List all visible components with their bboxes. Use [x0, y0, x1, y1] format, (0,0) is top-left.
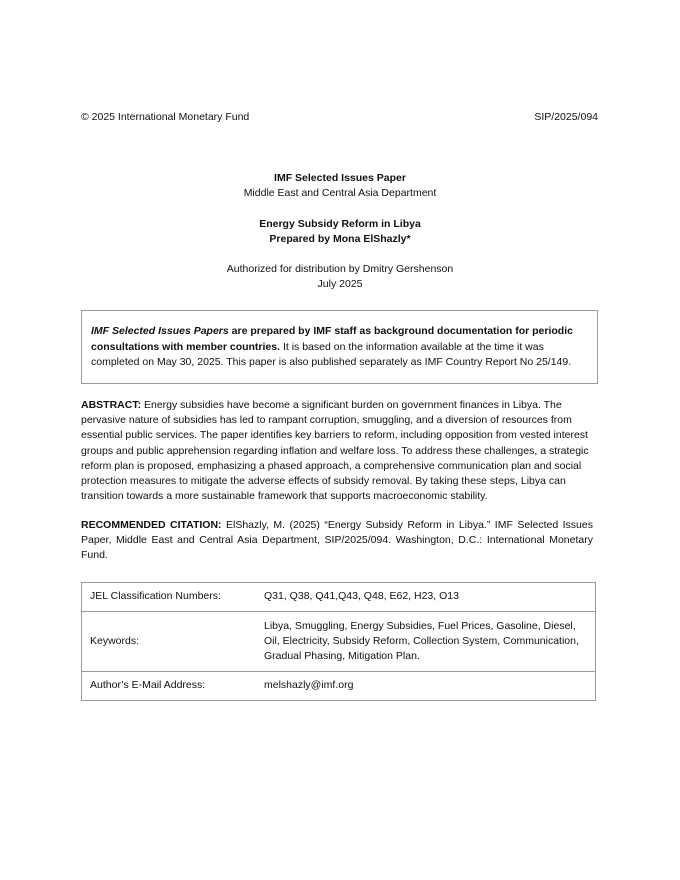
publication-date: July 2025: [317, 278, 363, 290]
table-key: Keywords:: [82, 612, 265, 672]
disclaimer-bold: are prepared by IMF staff as background documentation for periodic consultations with member countries.: [91, 325, 573, 353]
citation-text: ElShazly, M. (2025) “Energy Subsidy Reform in Libya.” IMF Selected Issues Paper, Middle East and Central Asia Department, SIP/2025/094. Washington, D.C.: International Monetary Fund.: [81, 519, 593, 562]
table-row: [82, 612, 596, 672]
authorized-by: Authorized for distribution by Dmitry Gershenson: [226, 263, 454, 275]
disclaimer-lead: IMF Selected Issues Papers: [91, 325, 229, 337]
classification-table: [81, 582, 596, 701]
table-value: Libya, Smuggling, Energy Subsidies, Fuel Prices, Gasoline, Diesel, Oil, Electricity, Subsidy Reform, Collection System, Communication, Gradual Phasing, Mitigation Plan.: [264, 612, 596, 672]
disclaimer-text: It is based on the information available at the time it was completed on May 30, 2025. This paper is also published separately as IMF Country Report No 25/149.: [91, 340, 572, 368]
copyright-notice: © 2025 International Monetary Fund: [81, 111, 250, 123]
paper-title: Energy Subsidy Reform in Libya: [259, 218, 421, 230]
abstract-label: ABSTRACT:: [81, 399, 142, 411]
citation-label: RECOMMENDED CITATION:: [81, 519, 222, 531]
paper-id: SIP/2025/094: [534, 111, 598, 123]
table-key: JEL Classification Numbers:: [82, 583, 265, 612]
table-key: Author’s E-Mail Address:: [82, 672, 265, 701]
author-line: Prepared by Mona ElShazly*: [269, 233, 411, 245]
authorization-block: [0, 262, 680, 292]
author-email: melshazly@imf.org: [264, 672, 596, 701]
series-title: IMF Selected Issues Paper: [274, 172, 406, 184]
title-block: [0, 217, 680, 247]
table-value: Q31, Q38, Q41,Q43, Q48, E62, H23, O13: [264, 583, 596, 612]
abstract-text: Energy subsidies have become a significant burden on government finances in Libya. The pervasive nature of subsidies has led to rampant corruption, smuggling, and a diversion of resources from essential public services. The paper identifies key barriers to reform, including opposition from vested interest groups and public apprehension regarding inflation and welfare loss. To address these challenges, a strategic reform plan is proposed, emphasizing a phased approach, a comprehensive communication plan and social protection measures to mitigate the adverse effects of subsidy removal. By taking these steps, Libya can transition towards a more sustainable framework that supports macroeconomic stability.: [81, 399, 589, 503]
series-block: [0, 171, 680, 201]
recommended-citation: [81, 518, 593, 564]
department-name: Middle East and Central Asia Department: [243, 187, 437, 199]
disclaimer-box: [81, 310, 598, 384]
table-row: [82, 672, 596, 701]
table-row: [82, 583, 596, 612]
abstract: [81, 398, 598, 504]
